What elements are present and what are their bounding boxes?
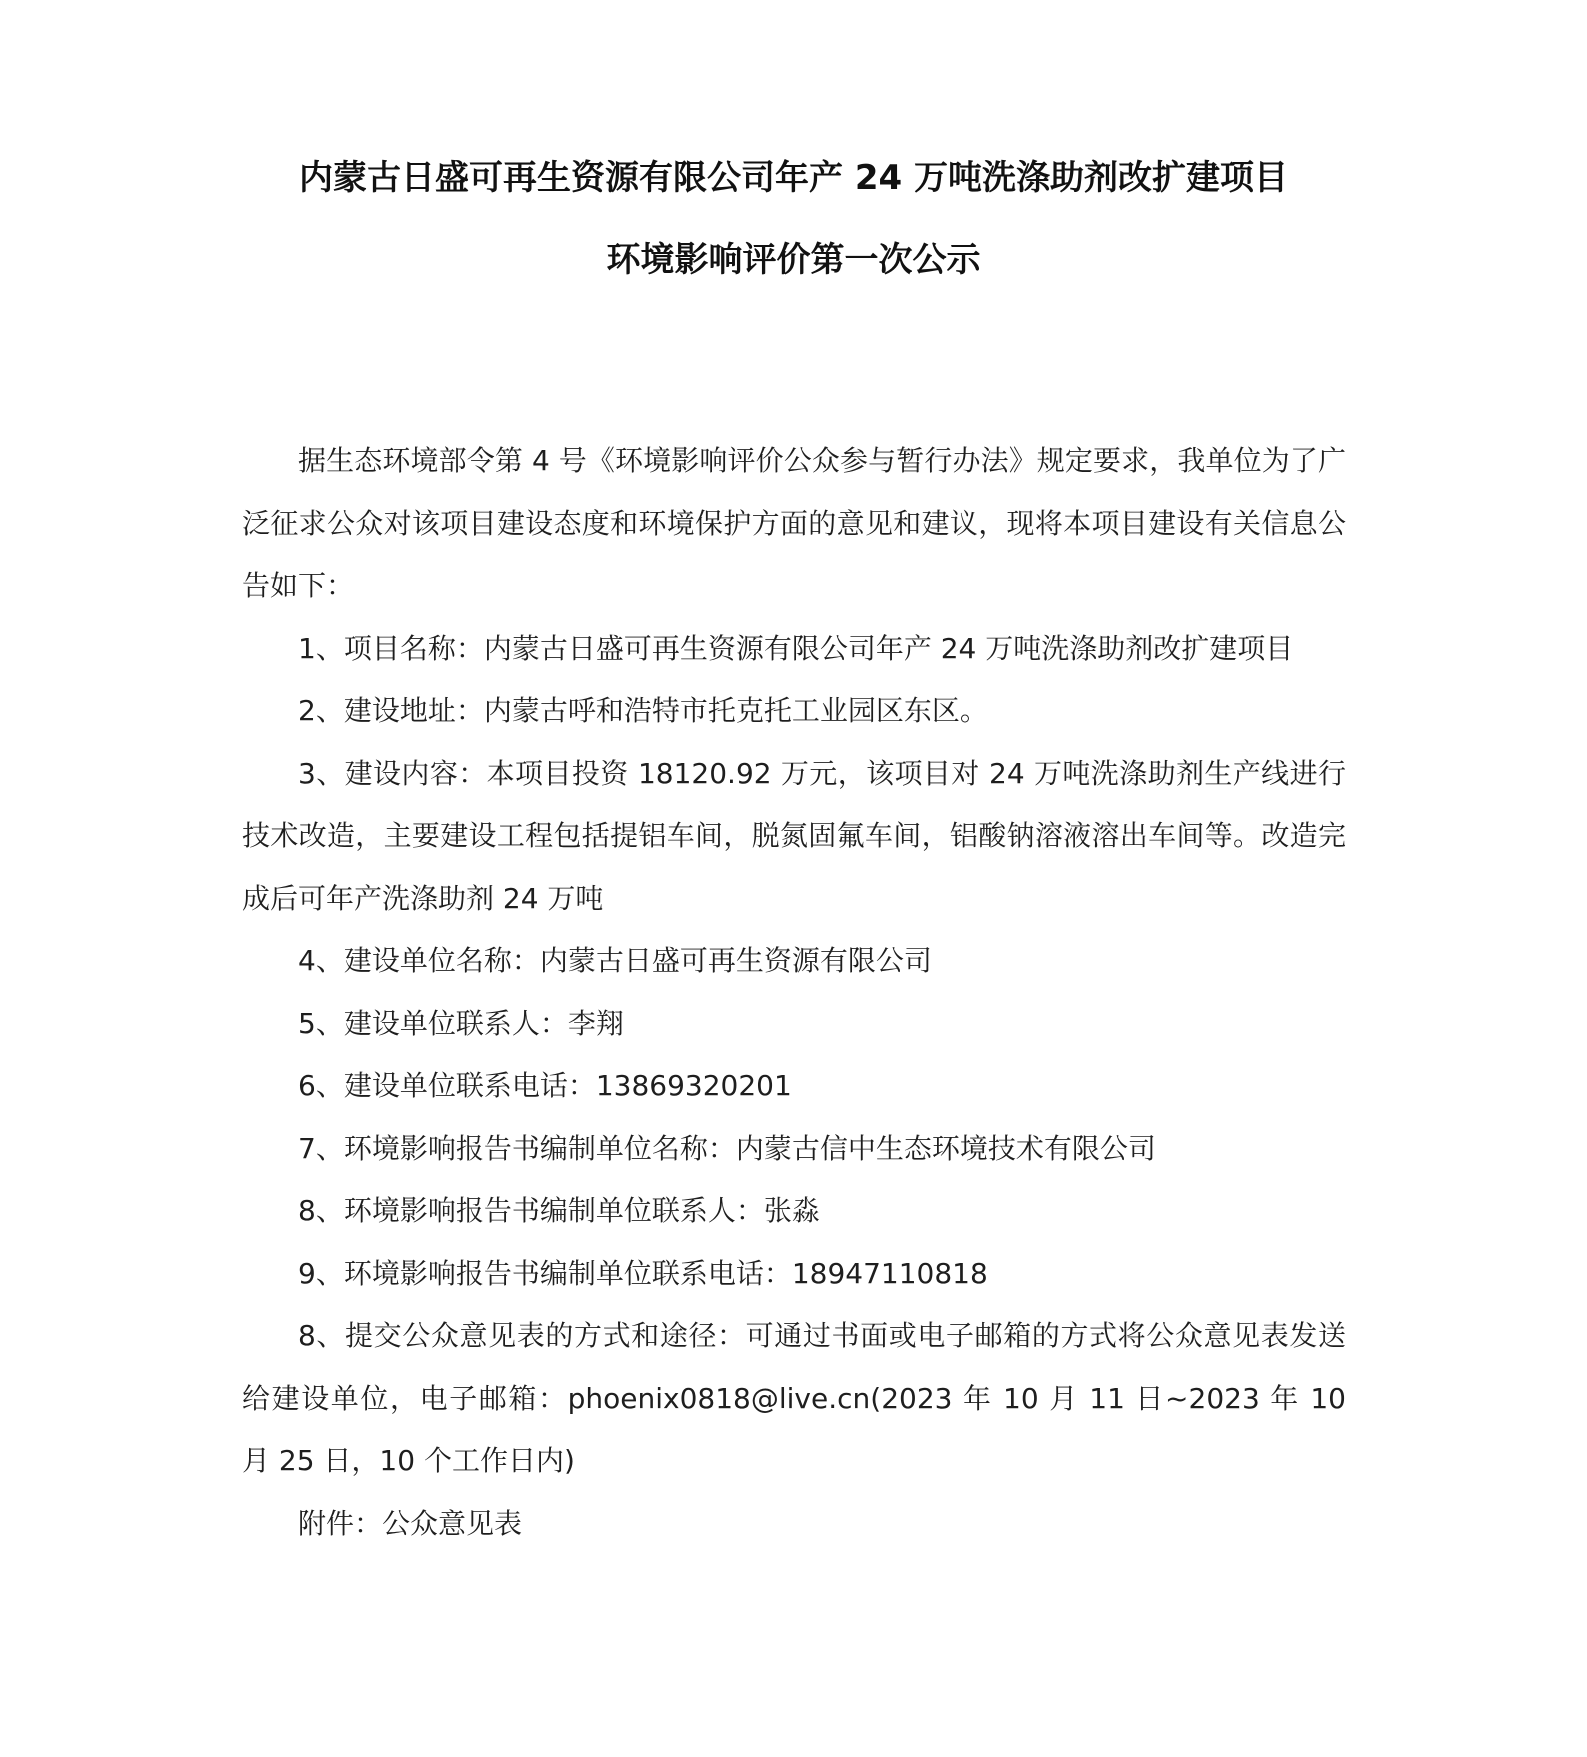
item-builder-contact: 5、建设单位联系人：李翔 (298, 1006, 624, 1040)
document-title-line1: 内蒙古日盛可再生资源有限公司年产 24 万吨洗涤助剂改扩建项目 (299, 158, 1288, 198)
item-report-org-contact: 8、环境影响报告书编制单位联系人：张淼 (298, 1194, 820, 1227)
item-report-org-phone: 9、环境影响报告书编制单位联系电话：18947110818 (298, 1256, 988, 1290)
item-construction-address: 2、建设地址：内蒙古呼和浩特市托克托工业园区东区。 (298, 694, 988, 727)
item-construction-content: 3、建设内容：本项目投资 18120.92 万元，该项目对 24 万吨洗涤助剂生产线进行技术改造，主要建设工程包括提铝车间，脱氮固氟车间，铝酸钠溶液溶出车间等。改造完成后可年产洗涤助剂 24 万吨 (242, 756, 1346, 915)
intro-paragraph: 据生态环境部令第 4 号《环境影响评价公众参与暂行办法》规定要求，我单位为了广泛征求公众对该项目建设态度和环境保护方面的意见和建议，现将本项目建设有关信息公告如下： (242, 444, 1346, 602)
item-builder-name: 4、建设单位名称：内蒙古日盛可再生资源有限公司 (298, 944, 932, 977)
document-title-line2: 环境影响评价第一次公示 (606, 240, 981, 280)
attachment-note: 附件：公众意见表 (298, 1506, 523, 1540)
item-report-org-name: 7、环境影响报告书编制单位名称：内蒙古信中生态环境技术有限公司 (298, 1131, 1156, 1165)
document-body (242, 430, 1346, 1555)
item-project-name: 1、项目名称：内蒙古日盛可再生资源有限公司年产 24 万吨洗涤助剂改扩建项目 (298, 631, 1294, 665)
item-builder-phone: 6、建设单位联系电话：13869320201 (298, 1069, 792, 1102)
item-submission-method: 8、提交公众意见表的方式和途径：可通过书面或电子邮箱的方式将公众意见表发送给建设单位，电子邮箱：phoenix0818@live.cn(2023 年 10 月 11 日~2023 年 10 月 25 日，10 个工作日内) (242, 1319, 1346, 1477)
